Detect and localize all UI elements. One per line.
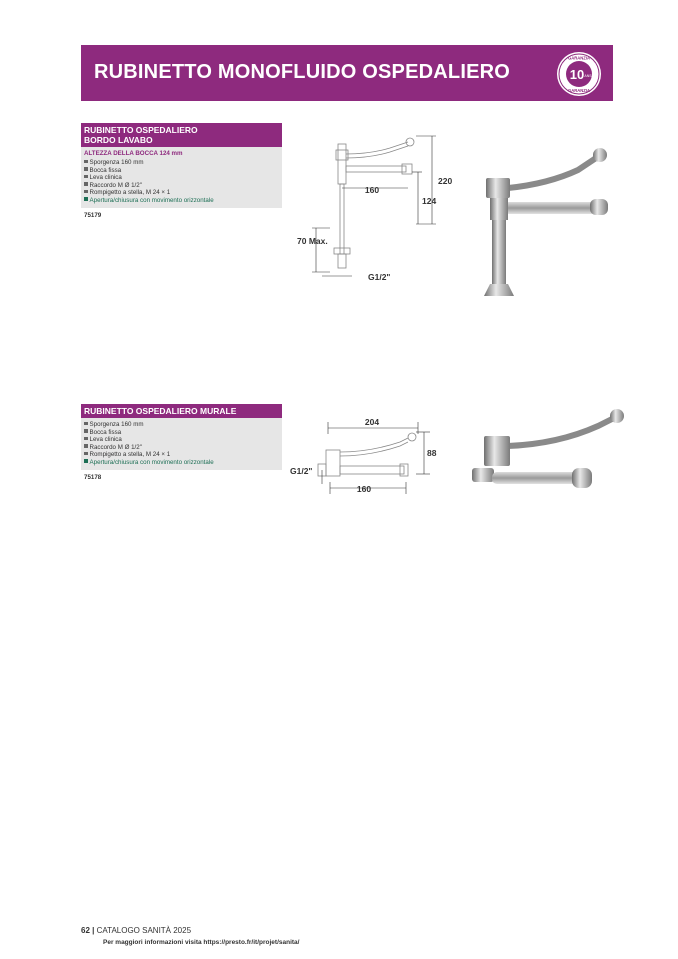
feature-item: Bocca fissa [84,429,279,437]
feature-item: Leva clinica [84,436,279,444]
warranty-badge-icon [556,51,602,97]
feature-item: Rompigetto a stella, M 24 × 1 [84,451,279,459]
feature-item: Leva clinica [84,174,279,182]
page-title: RUBINETTO MONOFLUIDO OSPEDALIERO [94,61,511,83]
bullet-square-icon [84,175,88,179]
product-specs [81,147,282,208]
dim-max: 70 Max. [297,236,328,246]
bullet-square-icon [84,167,88,171]
bullet-square-icon [84,444,88,448]
feature-item: Rompigetto a stella, M 24 × 1 [84,189,279,197]
bullet-square-icon [84,452,88,456]
product-card-75179 [81,123,282,219]
catalog-name: CATALOGO SANITÀ 2025 [96,926,192,935]
dim-spout: 160 [356,484,372,494]
page-number: 62 [81,926,90,935]
technical-drawing-75178 [290,412,440,498]
product-card-75178 [81,404,282,481]
product-title-line1: RUBINETTO OSPEDALIERO [84,125,198,135]
product-code: 75179 [84,211,102,219]
bullet-square-icon [84,429,88,433]
product-code: 75178 [84,473,102,481]
product-title [81,123,282,147]
product-specs [81,418,282,470]
dim-thread: G1/2" [368,272,391,282]
badge-unit: ANS [584,74,592,78]
badge-number: 10 [569,67,585,82]
dim-lever: 204 [364,417,380,427]
dim-thread: G1/2" [290,466,313,476]
feature-item-highlight: Apertura/chiusura con movimento orizzontale [84,459,279,467]
bullet-square-icon [84,437,88,441]
feature-item-highlight: Apertura/chiusura con movimento orizzontale [84,197,279,205]
technical-drawing-75179 [290,130,460,282]
product-photo-75179 [478,144,614,300]
badge-text-bottom: GARANZIA [567,88,591,93]
dim-height-total: 220 [438,176,453,186]
product-title-line1: RUBINETTO OSPEDALIERO MURALE [84,406,237,416]
footer-info-link[interactable]: Per maggiori informazioni visita https://presto.fr/it/projet/sanita/ [103,939,300,946]
page-footer [81,926,191,935]
feature-item: Sporgenza 160 mm [84,421,279,429]
dim-spout: 160 [364,185,380,195]
bullet-square-icon [84,197,88,201]
bullet-square-icon [84,160,88,164]
bullet-square-icon [84,422,88,426]
bullet-square-icon [84,190,88,194]
page-banner [81,45,613,101]
product-title-line2: BORDO LAVABO [84,135,153,145]
product-subtitle: ALTEZZA DELLA BOCCA 124 mm [84,150,183,157]
dim-height-spout: 124 [422,196,437,206]
dim-height: 88 [427,448,437,458]
footer-separator: | [92,926,95,935]
bullet-square-icon [84,459,88,463]
badge-text-top: GARANZIA [567,55,591,61]
feature-item: Sporgenza 160 mm [84,159,279,167]
feature-item: Bocca fissa [84,167,279,175]
product-photo-75178 [468,406,628,496]
feature-item: Raccordo M Ø 1/2" [84,444,279,452]
product-title [81,404,282,418]
feature-item: Raccordo M Ø 1/2" [84,182,279,190]
bullet-square-icon [84,182,88,186]
